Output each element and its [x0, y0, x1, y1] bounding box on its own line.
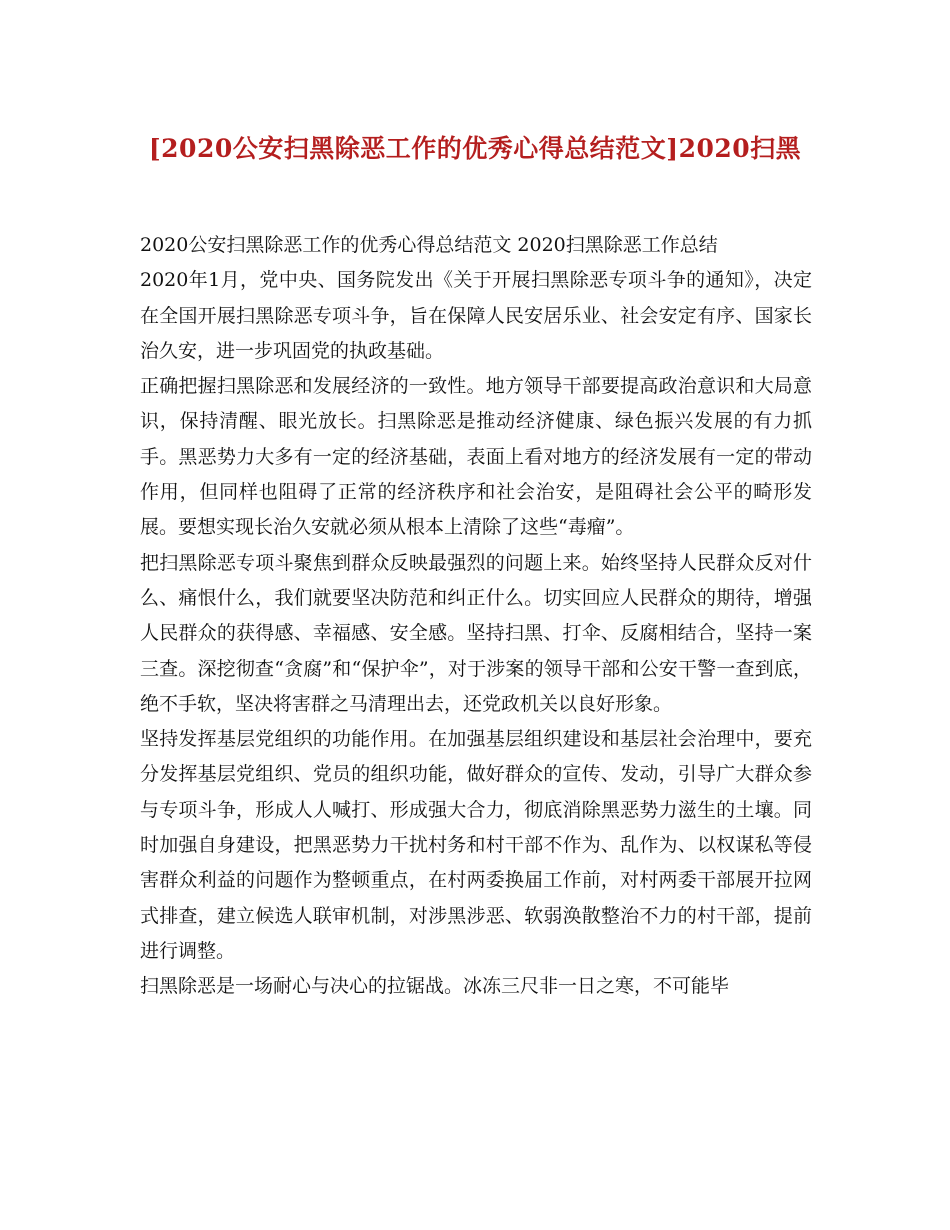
- document-body: [140, 228, 812, 1005]
- document-title: [2020公安扫黑除恶工作的优秀心得总结范文]2020扫黑: [148, 134, 802, 163]
- paragraph: 把扫黑除恶专项斗聚焦到群众反映最强烈的问题上来。始终坚持人民群众反对什么、痛恨什么，我们就要坚决防范和纠正什么。切实回应人民群众的期待，增强人民群众的获得感、幸福感、安全感。坚持扫黑、打伞、反腐相结合，坚持一案三查。深挖彻查“贪腐”和“保护伞”，对于涉案的领导干部和公安干警一查到底，绝不手软，坚决将害群之马清理出去，还党政机关以良好形象。: [140, 551, 812, 715]
- paragraph: 2020年1月，党中央、国务院发出《关于开展扫黑除恶专项斗争的通知》，决定在全国开展扫黑除恶专项斗争，旨在保障人民安居乐业、社会安定有序、国家长治久安，进一步巩固党的执政基础。: [140, 269, 812, 362]
- paragraph: 扫黑除恶是一场耐心与决心的拉锯战。冰冻三尺非一日之寒，不可能毕: [140, 975, 730, 998]
- paragraph-heading-line: 2020公安扫黑除恶工作的优秀心得总结范文 2020扫黑除恶工作总结: [140, 234, 718, 256]
- paragraph: 坚持发挥基层党组织的功能作用。在加强基层组织建设和基层社会治理中，要充分发挥基层党组织、党员的组织功能，做好群众的宣传、发动，引导广大群众参与专项斗争，形成人人喊打、形成强大合力，彻底消除黑恶势力滋生的土壤。同时加强自身建设，把黑恶势力干扰村务和村干部不作为、乱作为、以权谋私等侵害群众利益的问题作为整顿重点，在村两委换届工作前，对村两委干部展开拉网式排查，建立候选人联审机制，对涉黑涉恶、软弱涣散整治不力的村干部，提前进行调整。: [140, 728, 812, 962]
- paragraph: 正确把握扫黑除恶和发展经济的一致性。地方领导干部要提高政治意识和大局意识，保持清醒、眼光放长。扫黑除恶是推动经济健康、绿色振兴发展的有力抓手。黑恶势力大多有一定的经济基础，表面上看对地方的经济发展有一定的带动作用，但同样也阻碍了正常的经济秩序和社会治安，是阻碍社会公平的畸形发展。要想实现长治久安就必须从根本上清除了这些“毒瘤”。: [140, 375, 812, 539]
